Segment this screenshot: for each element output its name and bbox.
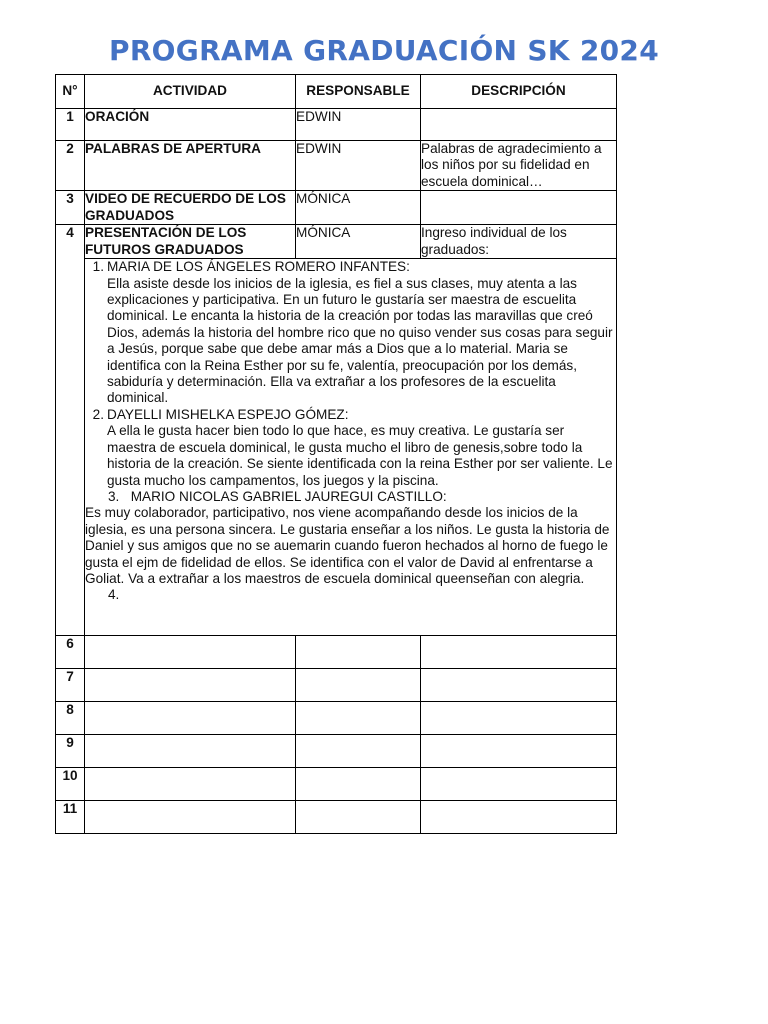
row-number: 8 bbox=[56, 702, 85, 735]
table-row bbox=[56, 636, 617, 669]
row-description bbox=[421, 801, 617, 834]
table-row bbox=[56, 109, 617, 141]
table-row bbox=[56, 191, 617, 225]
row-number: 9 bbox=[56, 735, 85, 768]
row-description bbox=[421, 636, 617, 669]
row-description: Palabras de agradecimiento a los niños por su fidelidad en escuela dominical… bbox=[421, 141, 617, 191]
row-number: 4 bbox=[56, 225, 85, 636]
table-row bbox=[56, 225, 617, 259]
row-activity: VIDEO DE RECUERDO DE LOS GRADUADOS bbox=[85, 191, 296, 225]
graduate-number: 3. bbox=[108, 488, 120, 504]
graduates-cell bbox=[85, 259, 617, 636]
table-row bbox=[56, 669, 617, 702]
row-description bbox=[421, 702, 617, 735]
row-number: 11 bbox=[56, 801, 85, 834]
graduate-description: A ella le gusta hacer bien todo lo que hace, es muy creativa. Le gustaría ser maestra de escuela dominical, le gusta mucho el libro de genesis,sobre todo la historia de la creación. Se siente identificada con la reina Esther por ser valiente. Le gusta mucho los campamentos, los juegos y la piscina. bbox=[107, 423, 613, 488]
table-row bbox=[56, 141, 617, 191]
row-responsible: MÓNICA bbox=[296, 191, 421, 225]
row-description bbox=[421, 768, 617, 801]
graduate-number: 2. bbox=[92, 406, 104, 422]
row-description bbox=[421, 735, 617, 768]
graduates-row bbox=[56, 259, 617, 636]
row-activity bbox=[85, 801, 296, 834]
row-description: Ingreso individual de los graduados: bbox=[421, 225, 617, 259]
row-activity bbox=[85, 735, 296, 768]
row-responsible: MÓNICA bbox=[296, 225, 421, 259]
row-number: 10 bbox=[56, 768, 85, 801]
graduate-description: Es muy colaborador, participativo, nos viene acompañando desde los inicios de la iglesia, es una persona sincera. Le gustaria enseñar a los niños. Le gusta la historia de Daniel y sus amigos que no se auemarin cuando fueron hechados al horno de fuego le gusta el ejm de fidelidad de ellos. Se identifica con el valor de David al enfrentarse a Goliat. Va a extrañar a los maestros de escuela dominical queenseñan con alegria. bbox=[85, 505, 610, 586]
row-responsible bbox=[296, 702, 421, 735]
row-activity bbox=[85, 636, 296, 669]
graduate-number: 1. bbox=[92, 259, 104, 275]
graduate-name: MARIA DE LOS ÁNGELES ROMERO INFANTES: bbox=[107, 259, 410, 275]
row-responsible bbox=[296, 669, 421, 702]
row-activity: ORACIÓN bbox=[85, 109, 296, 141]
graduate-item bbox=[85, 489, 616, 505]
graduate-name: DAYELLI MISHELKA ESPEJO GÓMEZ: bbox=[107, 406, 349, 422]
row-activity bbox=[85, 669, 296, 702]
table-row bbox=[56, 768, 617, 801]
row-responsible: EDWIN bbox=[296, 141, 421, 191]
row-number: 6 bbox=[56, 636, 85, 669]
page-title: PROGRAMA GRADUACIÓN SK 2024 bbox=[109, 34, 659, 67]
row-responsible bbox=[296, 801, 421, 834]
table-row bbox=[56, 801, 617, 834]
graduate-description: Ella asiste desde los inicios de la iglesia, es fiel a sus clases, muy atenta a las explicaciones y participativa. En un futuro le gustaría ser maestra de escuelita dominical. Le encanta la historia de la creación por todas las maravillas que creó Dios, además la historia del hombre rico que no quiso vender sus cosas para seguir a Jesús, porque sabe que debe amar más a Dios que a lo material. Maria se identifica con la Reina Esther por su fe, valentía, preocupación por los demás, sabiduría y determinación. Ella va extrañar a los profesores de la escuelita dominical. bbox=[107, 275, 613, 406]
table-row bbox=[56, 735, 617, 768]
graduate-name: MARIO NICOLAS GABRIEL JAUREGUI CASTILLO: bbox=[130, 488, 447, 504]
row-description bbox=[421, 669, 617, 702]
table-row bbox=[56, 702, 617, 735]
row-responsible: EDWIN bbox=[296, 109, 421, 141]
row-responsible bbox=[296, 636, 421, 669]
header-descripcion: DESCRIPCIÓN bbox=[421, 75, 617, 109]
header-responsable: RESPONSABLE bbox=[296, 75, 421, 109]
row-responsible bbox=[296, 768, 421, 801]
row-activity bbox=[85, 702, 296, 735]
row-number: 2 bbox=[56, 141, 85, 191]
header-num: N° bbox=[56, 75, 85, 109]
graduate-item bbox=[85, 407, 616, 489]
row-description bbox=[421, 191, 617, 225]
program-table bbox=[55, 74, 617, 834]
graduate-number: 4. bbox=[108, 587, 120, 603]
table-header-row bbox=[56, 75, 617, 109]
row-number: 1 bbox=[56, 109, 85, 141]
graduate-item bbox=[85, 587, 616, 603]
row-activity bbox=[85, 768, 296, 801]
row-activity: PRESENTACIÓN DE LOS FUTUROS GRADUADOS bbox=[85, 225, 296, 259]
row-activity: PALABRAS DE APERTURA bbox=[85, 141, 296, 191]
row-description bbox=[421, 109, 617, 141]
row-number: 3 bbox=[56, 191, 85, 225]
row-responsible bbox=[296, 735, 421, 768]
header-actividad: ACTIVIDAD bbox=[85, 75, 296, 109]
graduate-item bbox=[85, 259, 616, 407]
row-number: 7 bbox=[56, 669, 85, 702]
